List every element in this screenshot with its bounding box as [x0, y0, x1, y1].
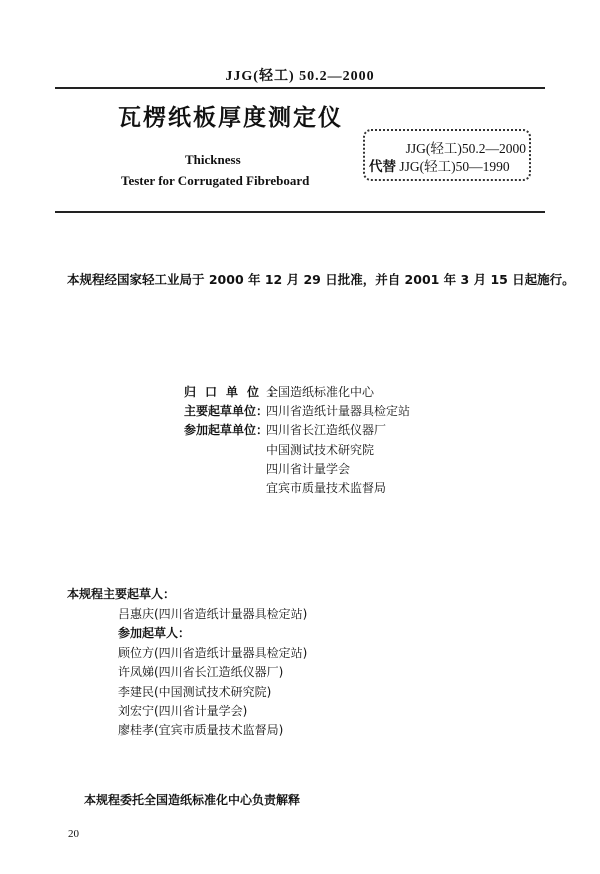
- participating-drafter: 李建民(中国测试技术研究院): [118, 685, 272, 699]
- approval-statement: 本规程经国家轻工业局于 2000 年 12 月 29 日批准，并自 2001 年 3 月 15 日起施行。: [67, 272, 575, 287]
- participating-drafters-heading: 参加起草人：: [118, 626, 191, 640]
- page-number: 20: [68, 828, 79, 840]
- header-rule: [55, 87, 545, 89]
- main-drafters-heading: 本规程主要起草人：: [67, 587, 176, 601]
- participating-drafter: 许凤娣(四川省长江造纸仪器厂): [118, 665, 284, 679]
- org-responsible-row: [184, 383, 374, 400]
- main-drafter: 吕惠庆(四川省造纸计量器具检定站): [118, 607, 308, 621]
- standard-replaces-line: [369, 155, 510, 175]
- interpretation-statement: 本规程委托全国造纸标准化中心负责解释: [84, 793, 301, 807]
- document-title-en-line2: Tester for Corrugated Fibreboard: [121, 173, 310, 188]
- org-participating-row: [184, 479, 386, 496]
- replaces-label: 代替: [369, 159, 396, 174]
- org-participating-label: 参加起草单位：: [184, 423, 269, 437]
- document-title-en-line1: Thickness: [185, 152, 241, 167]
- org-responsible-label: 归口单位：: [184, 385, 290, 399]
- org-main-drafting-label: 主要起草单位：: [184, 404, 269, 418]
- org-participating-row: [184, 441, 374, 458]
- participating-drafter: 刘宏宁(四川省计量学会): [118, 704, 248, 718]
- participating-drafter: 顾位方(四川省造纸计量器具检定站): [118, 646, 308, 660]
- replaced-code: JJG(轻工)50—1990: [399, 159, 510, 174]
- document-title-zh: 瓦楞纸板厚度测定仪: [118, 105, 343, 131]
- org-participating-value: 四川省计量学会: [266, 462, 351, 476]
- org-participating-row: [184, 421, 386, 438]
- org-participating-row: [184, 460, 350, 477]
- org-participating-value: 宜宾市质量技术监督局: [266, 481, 387, 495]
- org-responsible-value: 全国造纸标准化中心: [266, 385, 375, 399]
- org-main-drafting-row: [184, 402, 410, 419]
- standard-current-code: JJG(轻工)50.2—2000: [405, 141, 526, 156]
- org-main-drafting-value: 四川省造纸计量器具检定站: [266, 404, 411, 418]
- participating-drafter: 廖桂孝(宜宾市质量技术监督局): [118, 723, 284, 737]
- header-standard-code: JJG(轻工) 50.2—2000: [225, 69, 375, 84]
- org-participating-value: 四川省长江造纸仪器厂: [266, 423, 387, 437]
- title-bottom-rule: [55, 211, 545, 213]
- org-participating-value: 中国测试技术研究院: [266, 443, 375, 457]
